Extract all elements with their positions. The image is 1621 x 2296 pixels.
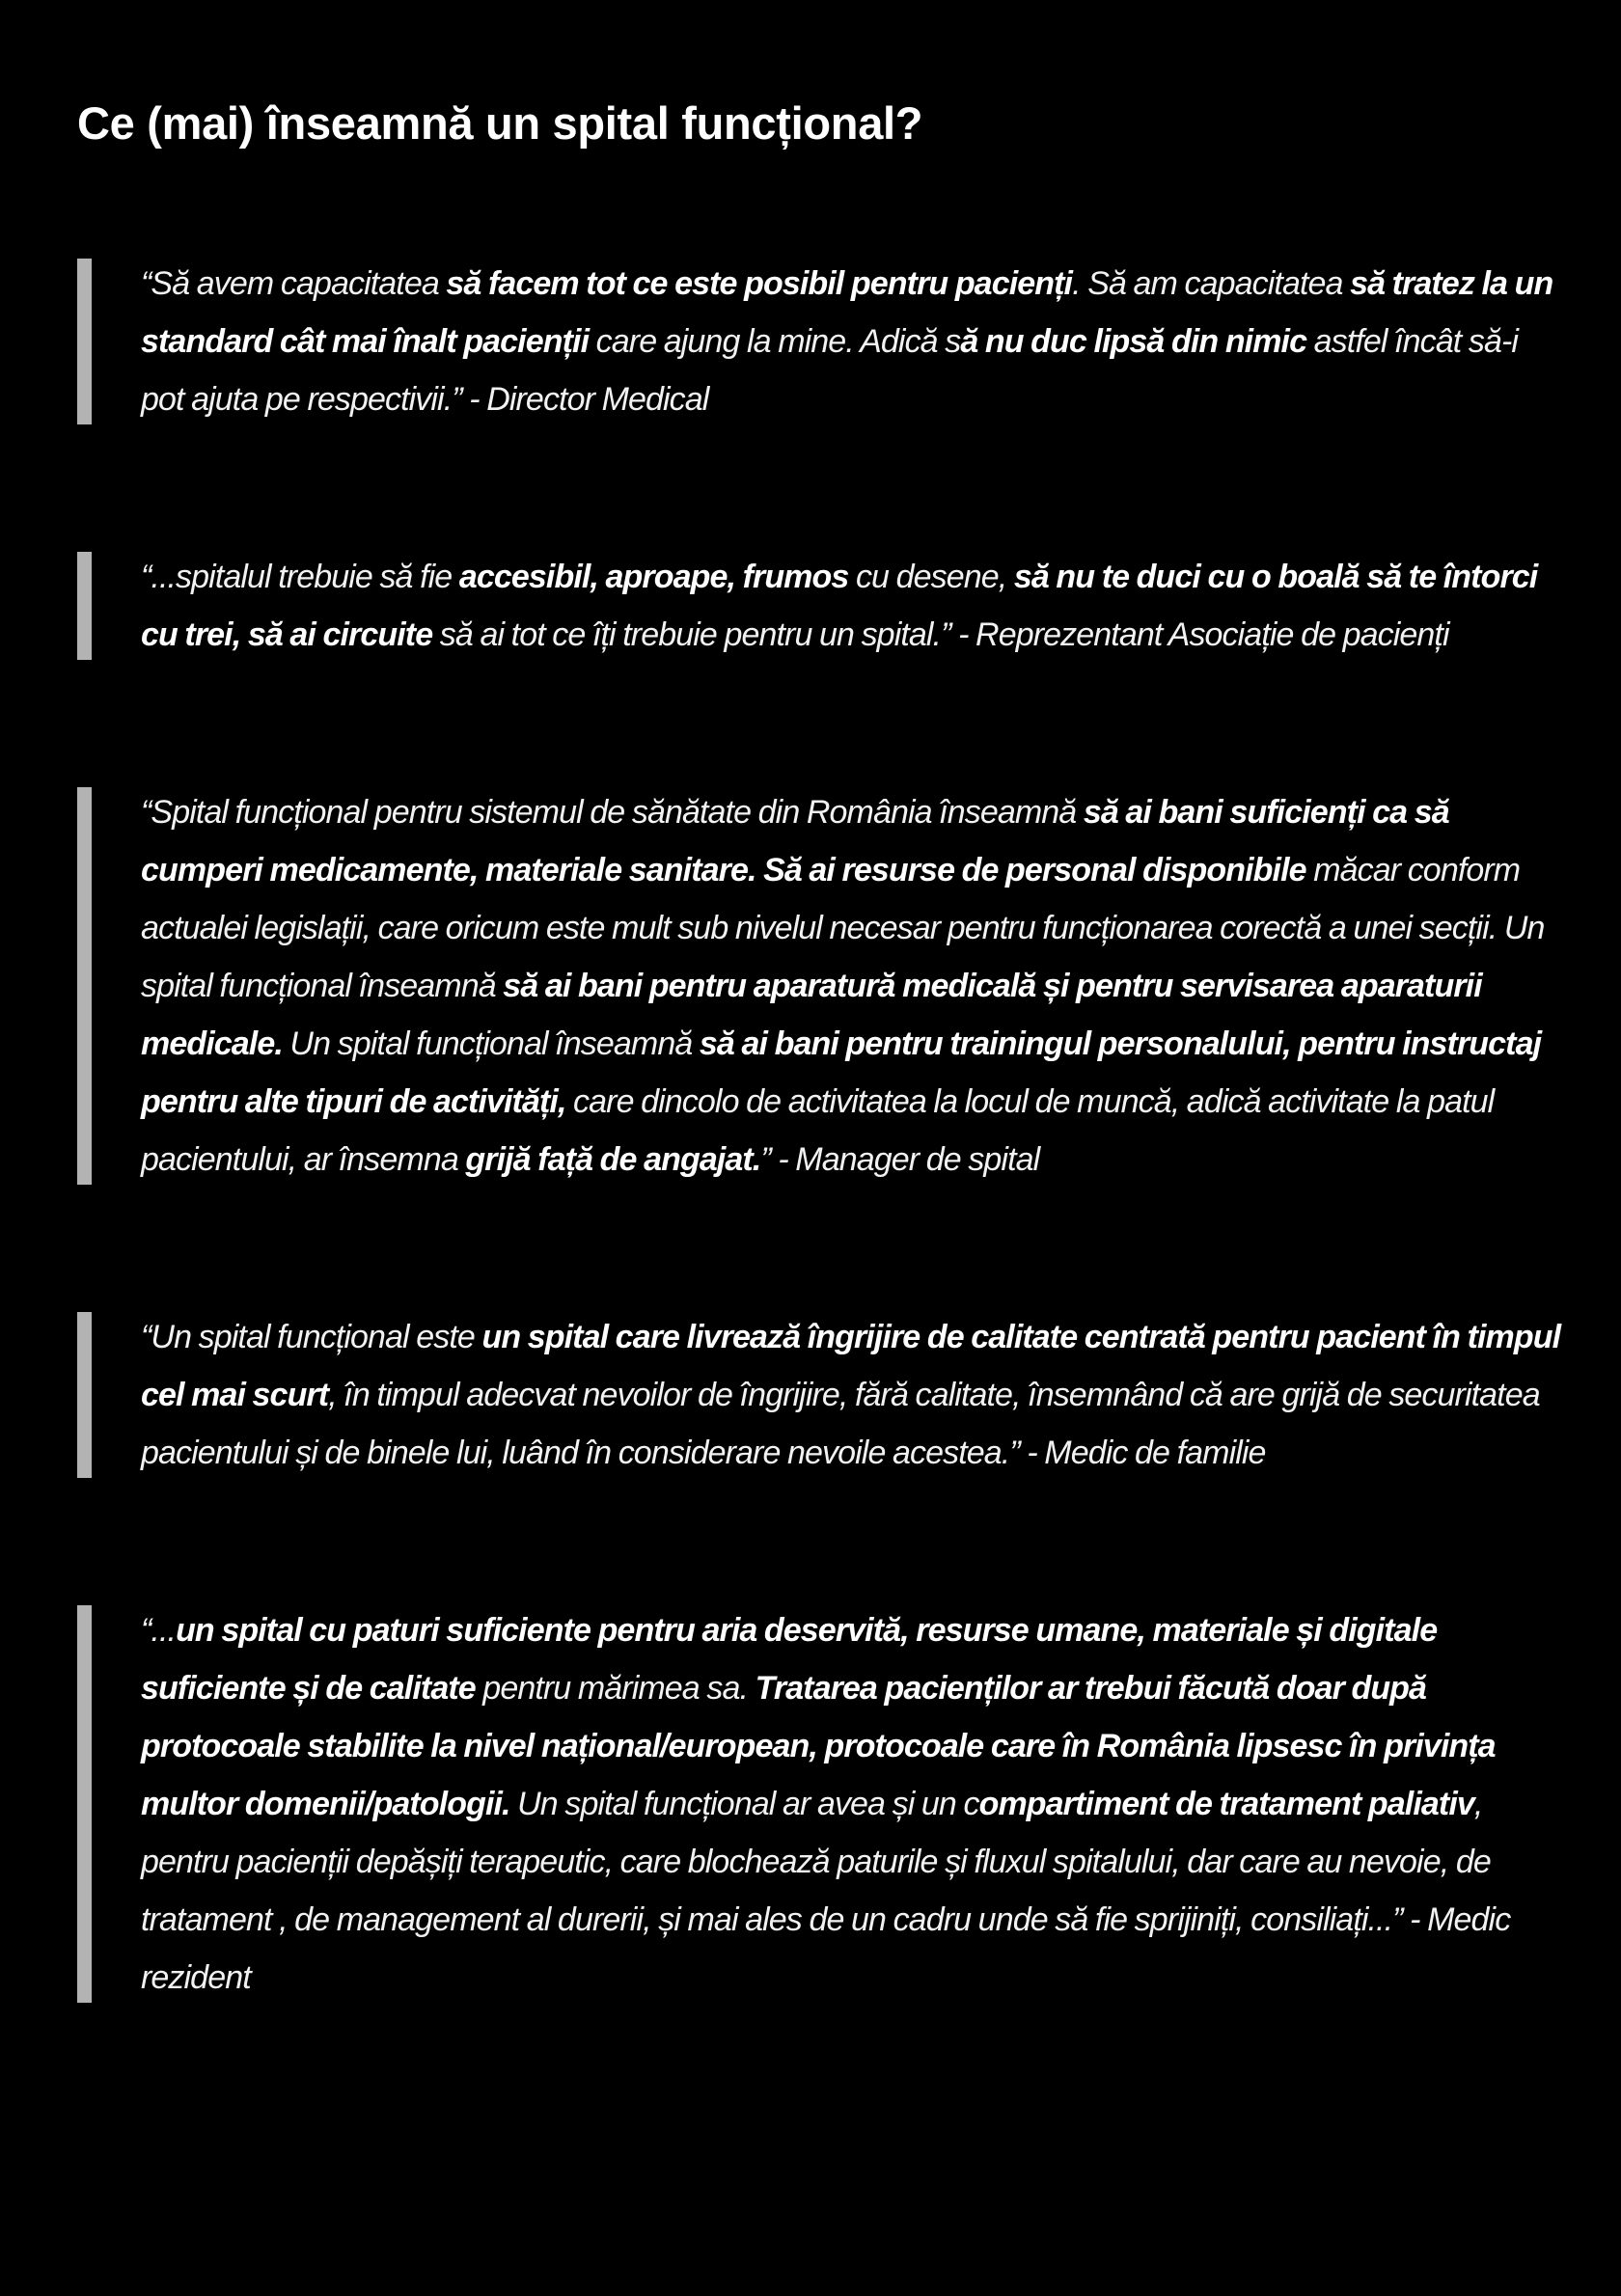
quote-segment: “Spital funcțional pentru sistemul de sănătate din România înseamnă (141, 794, 1084, 831)
quote-emphasis: să ai bani pentru trainingul personalului, pentru instructaj pentru alte tipuri de activități, (141, 1025, 1542, 1120)
quote-segment: “... (141, 1612, 177, 1649)
quote-list (77, 255, 1561, 2007)
quote-segment: Un spital funcțional înseamnă (282, 1025, 700, 1062)
quote-emphasis: ă nu duc lipsă din nimic (960, 323, 1307, 360)
quote-segment: care ajung la mine. Adică s (589, 323, 961, 360)
quote-emphasis: Tratarea pacienților ar trebui făcută doar după protocoale stabilite la nivel național/european, protocoale care în România lipsesc în privința multor domenii/patologii. (141, 1670, 1496, 1822)
quote-bar (77, 787, 92, 1185)
quote-bar (77, 1312, 92, 1478)
quote-emphasis: un spital cu paturi suficiente pentru aria deservită, resurse umane, materiale și digitale suficiente și de calitate (141, 1612, 1438, 1707)
quote-text (141, 783, 1563, 1189)
quote-segment: Un spital funcțional ar avea și un c (509, 1786, 979, 1822)
quote-segment: care dincolo de activitatea la locul de muncă, adică activitate la patul pacientului, ar însemna (141, 1083, 1495, 1178)
quote-bar (77, 552, 92, 660)
quote-segment: “Să avem capacitatea (141, 265, 447, 302)
quote-text (141, 255, 1563, 428)
quote-attribution: - Manager de spital (778, 1141, 1040, 1178)
quote-emphasis: un spital care livrează îngrijire de calitate centrată pentru pacient în timpul cel mai scurt (141, 1319, 1561, 1413)
quote-block (77, 1308, 1563, 1482)
quote-emphasis: să ai bani pentru aparatură medicală și pentru servisarea aparaturii medicale. (141, 968, 1482, 1062)
quote-segment: astfel încât să-i pot ajuta pe respectivii.” (141, 323, 1519, 418)
quote-bar (77, 259, 92, 424)
quote-text (141, 1308, 1563, 1482)
quote-text (141, 1601, 1563, 2007)
quote-segment: . Să am capacitatea (1072, 265, 1351, 302)
quote-block (77, 255, 1563, 428)
quote-segment: să ai tot ce îți trebuie pentru un spital.” (432, 616, 951, 653)
quote-emphasis: ompartiment de tratament paliativ (978, 1786, 1474, 1822)
quote-attribution: - Medic rezident (141, 1901, 1511, 1996)
quote-segment: , pentru pacienții depășiți terapeutic, care blochează paturile și fluxul spitalului, dar care au nevoie, de tratament , de management al durerii, și mai ales de un cadru unde să fie sprijiniți, consiliați...” (141, 1786, 1491, 1938)
quote-segment: ” (760, 1141, 771, 1178)
quote-emphasis: să facem tot ce este posibil pentru pacienți (446, 265, 1073, 302)
quote-emphasis: grijă față de angajat. (465, 1141, 761, 1178)
quote-emphasis: să tratez la un standard cât mai înalt pacienții (141, 265, 1553, 360)
quote-segment: cu desene, (848, 559, 1014, 595)
quote-bar (77, 1605, 92, 2003)
quote-attribution: - Medic de familie (1027, 1435, 1266, 1471)
quote-segment: , în timpul adecvat nevoilor de îngrijire, fără calitate, însemnând că are grijă de securitatea pacientului și de binele lui, luând în considerare nevoile acestea.” (141, 1377, 1540, 1471)
quote-emphasis: accesibil, aproape, frumos (458, 559, 849, 595)
quote-segment: pentru mărimea sa. (475, 1670, 756, 1707)
quote-emphasis: să nu te duci cu o boală să te întorci cu trei, să ai circuite (141, 559, 1538, 653)
quote-segment: “...spitalul trebuie să fie (141, 559, 459, 595)
page-title: Ce (mai) înseamnă un spital funcțional? (77, 97, 923, 149)
quote-segment: “Un spital funcțional este (141, 1319, 482, 1355)
quote-emphasis: să ai bani suficienți ca să cumperi medicamente, materiale sanitare. Să ai resurse de personal disponibile (141, 794, 1449, 888)
quote-attribution: - Director Medical (469, 381, 709, 418)
quote-block (77, 1601, 1563, 2007)
quote-block (77, 783, 1563, 1189)
quote-block (77, 548, 1563, 664)
quote-segment: măcar conform actualei legislații, care oricum este mult sub nivelul necesar pentru funcționarea corectă a unei secții. Un spital funcțional înseamnă (141, 852, 1545, 1004)
quote-attribution: - Reprezentant Asociație de pacienți (958, 616, 1449, 653)
quote-text (141, 548, 1563, 664)
